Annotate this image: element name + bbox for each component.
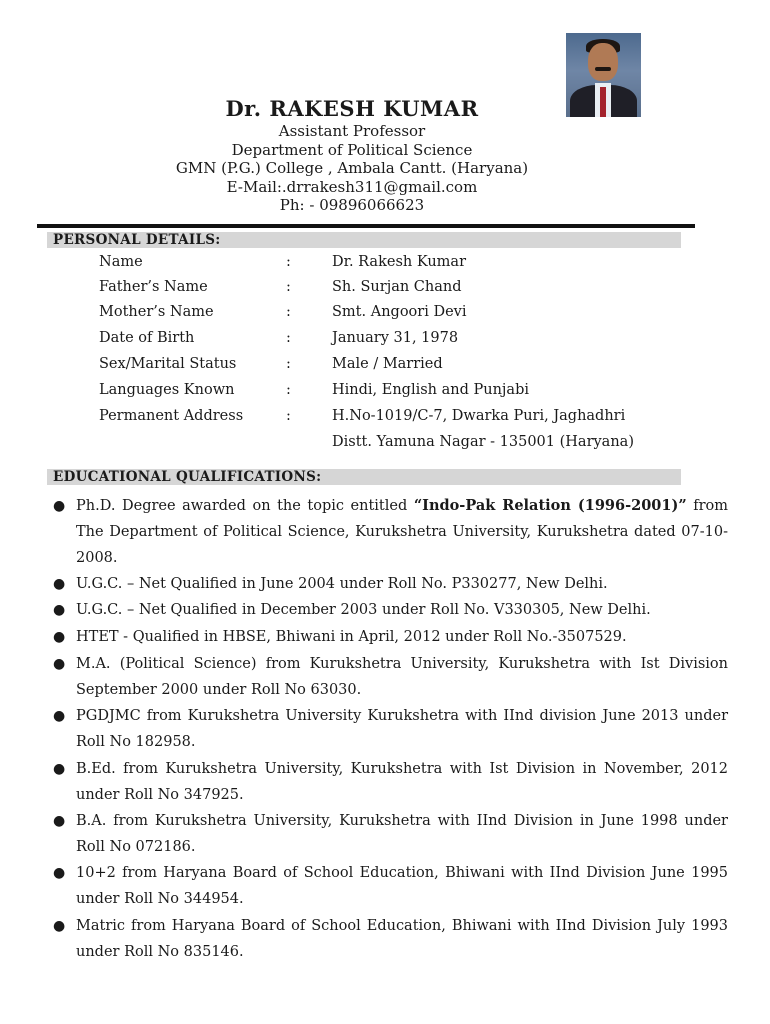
list-item	[53, 913, 728, 965]
item-text: Matric from Haryana Board of School Education, Bhiwani with IInd Division July 1993 under Roll No 835146.	[76, 918, 728, 960]
personal-row	[0, 254, 770, 279]
item-text: U.G.C. – Net Qualified in December 2003 under Roll No. V330305, New Delhi.	[76, 602, 651, 618]
field-separator: :	[286, 304, 291, 320]
bullet-icon: ●	[53, 761, 66, 777]
address-line-2: Distt. Yamuna Nagar - 135001 (Haryana)	[332, 434, 634, 450]
field-separator: :	[286, 408, 291, 424]
list-item	[53, 756, 728, 808]
bullet-icon: ●	[53, 656, 66, 672]
field-value: Dr. Rakesh Kumar	[332, 254, 467, 270]
field-value: Sh. Surjan Chand	[332, 279, 462, 295]
personal-row	[0, 408, 770, 433]
bullet-icon: ●	[53, 918, 66, 934]
item-text: PGDJMC from Kurukshetra University Kurukshetra with IInd division June 2013 under Roll No 182958.	[76, 708, 728, 750]
field-value: Hindi, English and Punjabi	[332, 382, 529, 398]
bullet-icon: ●	[53, 813, 66, 829]
list-item	[53, 860, 728, 912]
field-separator: :	[286, 382, 291, 398]
department: Department of Political Science	[231, 140, 473, 159]
phd-text-end: from The Department of Political Science, Kurukshetra University, Kurukshetra dated 07-10-2008.	[76, 498, 729, 566]
college: GMN (P.G.) College , Ambala Cantt. (Haryana)	[175, 159, 529, 177]
bullet-icon: ●	[53, 602, 66, 618]
bullet-icon: ●	[53, 708, 66, 724]
bullet-icon: ●	[53, 865, 66, 881]
item-text: 10+2 from Haryana Board of School Education, Bhiwani with IInd Division June 1995 under Roll No 344954.	[76, 865, 728, 907]
personal-row	[0, 356, 770, 381]
education-heading: EDUCATIONAL QUALIFICATIONS:	[47, 469, 681, 485]
bullet-icon: ●	[53, 629, 66, 645]
item-text: U.G.C. – Net Qualified in June 2004 under Roll No. P330277, New Delhi.	[76, 576, 608, 592]
list-item	[53, 703, 728, 755]
field-label: Mother’s Name	[99, 304, 214, 320]
field-value: Smt. Angoori Devi	[332, 304, 467, 320]
field-separator: :	[286, 356, 291, 372]
field-value: January 31, 1978	[332, 330, 459, 346]
bullet-icon: ●	[53, 498, 66, 514]
personal-row-address-continued	[0, 434, 770, 459]
header-divider	[37, 224, 695, 228]
field-label: Permanent Address	[99, 408, 244, 424]
item-text: B.Ed. from Kurukshetra University, Kurukshetra with Ist Division in November, 2012 under Roll No 347925.	[76, 761, 728, 803]
phd-topic: “Indo-Pak Relation (1996-2001)”	[413, 497, 687, 514]
email: E-Mail:.drrakesh311@gmail.com	[226, 177, 478, 196]
field-separator: :	[286, 254, 291, 270]
field-label: Father’s Name	[99, 279, 208, 295]
personal-row	[0, 304, 770, 329]
personal-row	[0, 330, 770, 355]
field-label: Sex/Marital Status	[99, 356, 237, 372]
list-item	[53, 808, 728, 860]
field-label: Languages Known	[99, 382, 235, 398]
list-item	[53, 624, 728, 650]
list-item	[53, 571, 728, 597]
personal-row	[0, 279, 770, 304]
candidate-name: Dr. RAKESH KUMAR	[225, 96, 479, 121]
personal-row	[0, 382, 770, 407]
field-separator: :	[286, 330, 291, 346]
field-value: Male / Married	[332, 356, 443, 372]
resume-header	[0, 96, 704, 215]
field-value: H.No-1019/C-7, Dwarka Puri, Jaghadhri	[332, 408, 626, 424]
list-item	[53, 651, 728, 703]
list-item	[53, 493, 729, 571]
phd-text-start: Ph.D. Degree awarded on the topic entitled	[76, 498, 414, 514]
item-text: M.A. (Political Science) from Kurukshetra University, Kurukshetra with Ist Division September 2000 under Roll No 63030.	[76, 656, 728, 698]
list-item	[53, 597, 728, 623]
field-label: Date of Birth	[99, 330, 195, 346]
item-text: HTET - Qualified in HBSE, Bhiwani in April, 2012 under Roll No.-3507529.	[76, 629, 627, 645]
designation: Assistant Professor	[278, 122, 426, 140]
item-text: B.A. from Kurukshetra University, Kurukshetra with IInd Division in June 1998 under Roll No 072186.	[76, 813, 728, 855]
phone: Ph: - 09896066623	[279, 196, 425, 214]
bullet-icon: ●	[53, 576, 66, 592]
field-separator: :	[286, 279, 291, 295]
field-label: Name	[99, 254, 143, 270]
personal-details-heading: PERSONAL DETAILS:	[47, 232, 681, 248]
